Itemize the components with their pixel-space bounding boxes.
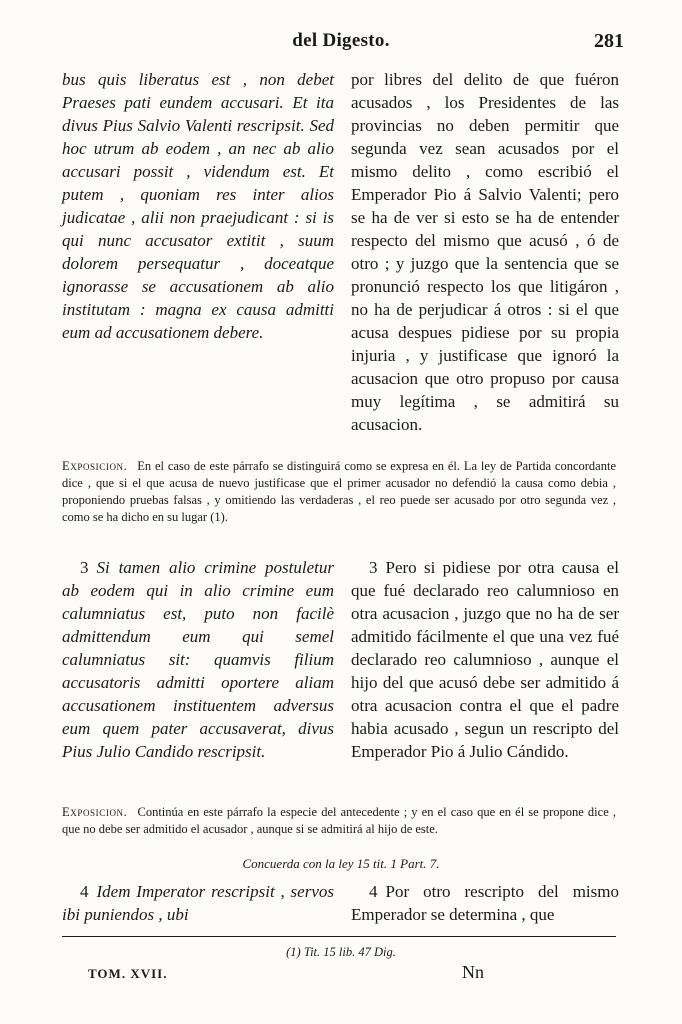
exposicion-text: En el caso de este párrafo se distinguirá como se expresa en él. La ley de Partida concordante dice , que si el que acusa de nuevo justificase que el primer acusador no defendió la causa como debia , proponiendo pruebas falsas , y omitiendo las verdaderas , el reo puede ser acusado por otro segunda vez , como se ha dicho en su lugar (1). xyxy=(62,459,617,524)
exposicion-note xyxy=(62,458,616,526)
latin-text: Idem Imperator rescripsit , servos ibi puniendos , ubi xyxy=(62,882,334,924)
volume-signature: TOM. XVII. xyxy=(88,966,168,981)
spanish-text: por libres del delito de que fuéron acusados , los Presidentes de las provincias no deben permitir que segunda vez sean acusados por el mismo delito , como escribió el Emperador Pio á Salvio Valenti; pero se ha de ver si esto se ha de entender respecto del mismo que acusó , ó de otro ; y juzgo que la sentencia que se pronunció respecto los que litigáron , no ha de perjudicar á otros : si el que acusa despues pidiese por su propia injuria , y justificase que ignoró la acusacion que otro propuso por causa muy legítima , se admitirá su acusacion. xyxy=(351,70,619,434)
running-title: del Digesto. xyxy=(292,30,390,51)
spanish-text: Por otro rescripto del mismo Emperador se determina , que xyxy=(351,882,619,924)
footnote: (1) Tit. 15 lib. 47 Dig. xyxy=(286,945,396,959)
gathering-mark: Nn xyxy=(462,962,484,982)
latin-column xyxy=(62,68,334,344)
paragraph-number: 3 xyxy=(369,558,378,577)
exposicion-note xyxy=(62,804,616,838)
latin-text: Si tamen alio crimine postuletur ab eodem qui in alio crimine eum calumniatus est, puto non facilè admittendum eum qui semel calumniatus sit: quamvis filium accusatoris admitti oportere aliam accusationem instituentem adversus eum quem pater accusaverat, divus Pius Julio Candido rescripsit. xyxy=(62,558,334,761)
paragraph-number: 3 xyxy=(80,558,89,577)
paragraph-number: 4 xyxy=(80,882,89,901)
page-number: 281 xyxy=(594,30,624,52)
concordance-note: Concuerda con la ley 15 tit. 1 Part. 7. xyxy=(242,856,440,871)
exposicion-label: Exposicion. xyxy=(62,459,128,473)
exposicion-text: Continúa en este párrafo la especie del antecedente ; y en el caso que en él se propone dice , que no debe ser admitido el acusador , aunque si se admitirá al hijo de este. xyxy=(62,805,617,836)
latin-column xyxy=(62,556,334,763)
footnote-rule xyxy=(62,936,616,937)
spanish-column xyxy=(351,68,619,436)
exposicion-label: Exposicion. xyxy=(62,805,128,819)
latin-text: bus quis liberatus est , non debet Praeses pati eundem accusari. Et ita divus Pius Salvio Valenti rescripsit. Sed hoc utrum ab eodem , an nec ab alio accusari possit , videndum est. Et putem , quoniam res inter alios judicatae , alii non praejudicant : si is qui nunc accusator extitit , suum dolorem persequatur , doceatque ignorasse se accusationem ab alio institutam : magna ex causa admitti eum ad accusationem debere. xyxy=(62,70,334,342)
latin-column xyxy=(62,880,334,926)
spanish-text: Pero si pidiese por otra causa el que fué declarado reo calumnioso en otra acusacion , juzgo que no ha de ser admitido fácilmente el que una vez fué declarado reo calumnioso , aunque el hijo del que acusó debe ser admitido á otra acusacion contra el que el padre habia acusado , segun un rescripto del Emperador Pio á Julio Cándido. xyxy=(351,558,619,761)
spanish-column xyxy=(351,880,619,926)
paragraph-number: 4 xyxy=(369,882,378,901)
spanish-column xyxy=(351,556,619,763)
